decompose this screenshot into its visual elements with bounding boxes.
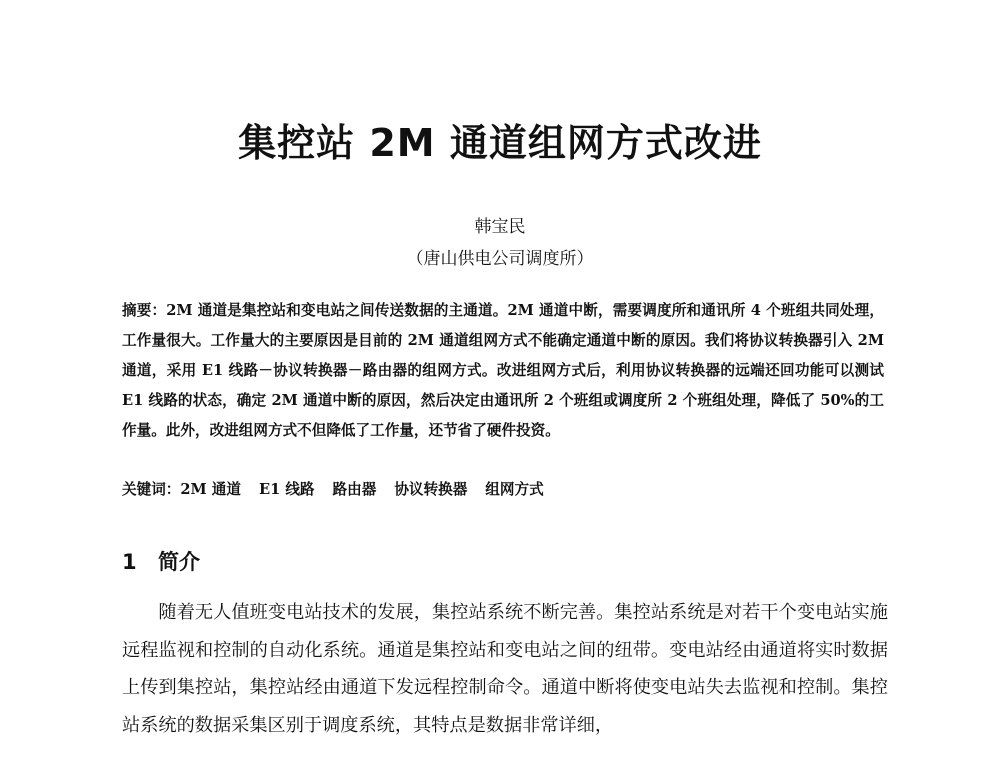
author-affiliation: （唐山供电公司调度所） (406, 249, 594, 269)
keyword-item: E1 线路 (258, 481, 315, 498)
keyword-item: 2M 通道 (180, 481, 241, 498)
abstract (122, 296, 884, 446)
author-name: 韩宝民 (474, 217, 526, 237)
section-heading (122, 546, 200, 576)
abstract-label: 摘要： (122, 302, 167, 319)
section-number: 1 (122, 550, 137, 574)
abstract-text: 2M 通道是集控站和变电站之间传送数据的主通道。2M 通道中断，需要调度所和通讯所 4 个班组共同处理，工作量很大。工作量大的主要原因是目前的 2M 通道组网方式不能确定通道中断的原因。我们将协议转换器引入 2M 通道，采用 E1 线路－协议转换器－路由器的组网方式。改进组网方式后，利用协议转换器的远端还回功能可以测试 E1 线路的状态，确定 2M 通道中断的原因，然后决定由通讯所 2 个班组或调度所 2 个班组处理，降低了 50%的工作量。此外，改进组网方式不但降低了工作量，还节省了硬件投资。 (122, 302, 884, 439)
keywords-label: 关键词： (122, 481, 181, 498)
section-paragraph: 随着无人值班变电站技术的发展，集控站系统不断完善。集控站系统是对若干个变电站实施远程监视和控制的自动化系统。通道是集控站和变电站之间的纽带。变电站经由通道将实时数据上传到集控站，集控站经由通道下发远程控制命令。通道中断将使变电站失去监视和控制。集控站系统的数据采集区别于调度系统，其特点是数据非常详细， (122, 602, 888, 736)
section-title: 简介 (158, 550, 200, 574)
paper-title: 集控站 2M 通道组网方式改进 (238, 121, 762, 165)
keyword-item: 组网方式 (485, 481, 544, 498)
keywords (122, 476, 884, 504)
keyword-item: 路由器 (332, 481, 377, 498)
keyword-item: 协议转换器 (394, 481, 468, 498)
